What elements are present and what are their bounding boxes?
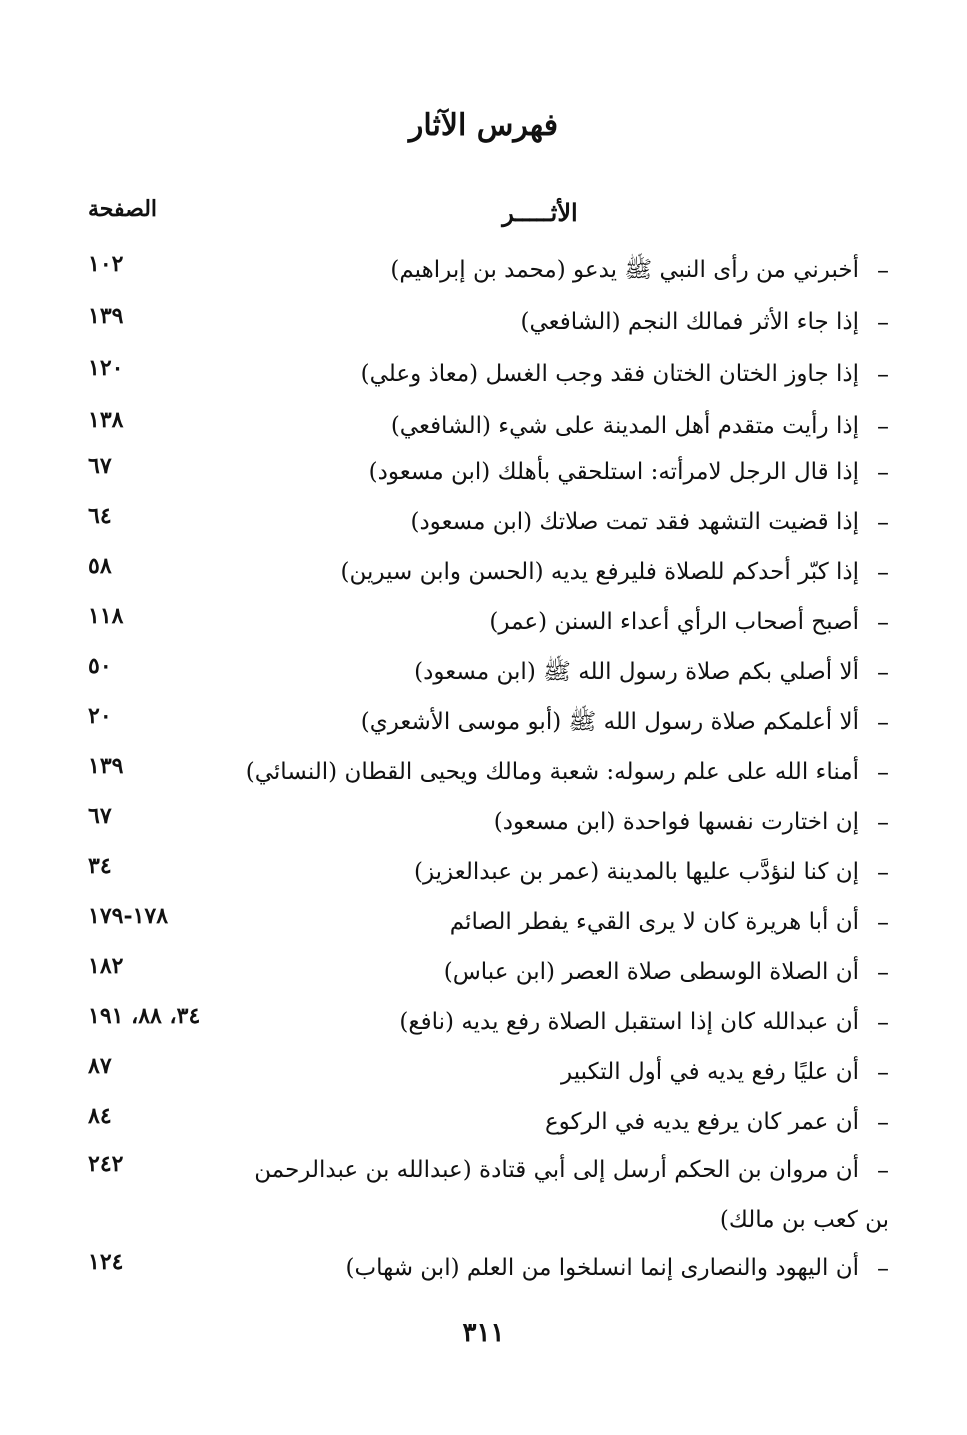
entry-text: أن عبدالله كان إذا استقبل الصلاة رفع يديه (نافع) xyxy=(399,1009,859,1035)
entry-text: أن اليهود والنصارى إنما انسلخوا من العلم (ابن شهاب) xyxy=(345,1255,859,1281)
entry-text: إذا قضيت التشهد فقد تمت صلاتك (ابن مسعود) xyxy=(410,509,859,535)
entry-text: ألا أعلمكم صلاة رسول الله ﷺ (أبو موسى الأشعري) xyxy=(360,709,859,735)
entry-text: إن اختارت نفسها فواحدة (ابن مسعود) xyxy=(493,809,859,835)
entry-text: أخبرني من رأى النبي ﷺ يدعو (محمد بن إبراهيم) xyxy=(390,257,859,283)
entry-page: ١٢٤ xyxy=(88,1249,124,1275)
entry-continuation: بن كعب بن مالك) xyxy=(719,1207,889,1233)
column-header-page: الصفحة xyxy=(88,196,158,222)
entry-dash: – xyxy=(877,308,889,336)
entry-dash: – xyxy=(877,360,889,388)
entry-dash: – xyxy=(877,458,889,486)
page-number: ٣١١ xyxy=(462,1318,505,1348)
index-entry xyxy=(0,355,967,410)
entry-text: أن عليًا رفع يديه في أول التكبير xyxy=(561,1059,859,1085)
entry-page: ١٣٩ xyxy=(88,753,124,779)
entry-page: ٨٧ xyxy=(88,1053,112,1079)
index-entry xyxy=(0,251,967,306)
entry-page: ٦٧ xyxy=(88,453,112,479)
entry-dash: – xyxy=(877,958,889,986)
entry-page: ١٣٩ xyxy=(88,303,124,329)
entry-page: ٢٠ xyxy=(88,703,112,729)
entry-page: ١١٨ xyxy=(88,603,124,629)
entry-text: أن مروان بن الحكم أرسل إلى أبي قتادة (عبدالله بن عبدالرحمن xyxy=(254,1157,859,1183)
entry-text: أن عمر كان يرفع يديه في الركوع xyxy=(544,1109,859,1135)
entry-text: أمناء الله على علم رسوله: شعبة ومالك ويحيى القطان (النسائي) xyxy=(245,759,859,785)
entry-page: ٥٨ xyxy=(88,553,112,579)
entry-page: ١٠٢ xyxy=(88,251,124,277)
entry-page: ٢٤٢ xyxy=(88,1151,124,1177)
entry-text: أن الصلاة الوسطى صلاة العصر (ابن عباس) xyxy=(443,959,859,985)
entry-text: إذا قال الرجل لامرأته: استلحقي بأهلك (ابن مسعود) xyxy=(368,459,859,485)
entry-dash: – xyxy=(877,808,889,836)
entry-dash: – xyxy=(877,558,889,586)
entry-page: ٦٤ xyxy=(88,503,112,529)
index-entry xyxy=(0,1151,967,1206)
page-title: فهرس الآثار xyxy=(408,108,559,143)
entry-dash: – xyxy=(877,658,889,686)
index-entry xyxy=(0,303,967,358)
entry-page: ٨٤ xyxy=(88,1103,112,1129)
entry-dash: – xyxy=(877,412,889,440)
entry-dash: – xyxy=(877,1058,889,1086)
entry-text: إذا جاء الأثر فمالك النجم (الشافعي) xyxy=(520,309,859,335)
entry-page: ١٧٨-١٧٩ xyxy=(88,903,169,929)
entry-text: إن كنا لنؤدَّب عليها بالمدينة (عمر بن عبدالعزيز) xyxy=(413,859,859,885)
entry-text: إذا رأيت متقدم أهل المدينة على شيء (الشافعي) xyxy=(390,413,859,439)
entry-page: ٣٤، ٨٨، ١٩١ xyxy=(88,1003,201,1029)
entry-page: ١٢٠ xyxy=(88,355,124,381)
entry-dash: – xyxy=(877,1108,889,1136)
entry-page: ١٨٢ xyxy=(88,953,124,979)
entry-dash: – xyxy=(877,256,889,284)
entry-dash: – xyxy=(877,908,889,936)
entry-page: ٥٠ xyxy=(88,653,112,679)
entry-page: ٣٤ xyxy=(88,853,112,879)
entry-text: أن أبا هريرة كان لا يرى القيء يفطر الصائم xyxy=(449,909,859,935)
index-entry xyxy=(0,1249,967,1304)
entry-text: إذا كبّر أحدكم للصلاة فليرفع يديه (الحسن وابن سيرين) xyxy=(340,559,859,585)
entry-text: أصبح أصحاب الرأي أعداء السنن (عمر) xyxy=(489,609,859,635)
entry-dash: – xyxy=(877,1008,889,1036)
entry-text: إذا جاوز الختان الختان فقد وجب الغسل (معاذ وعلي) xyxy=(360,361,859,387)
column-header-athar: الأثـــــر xyxy=(502,198,578,227)
entry-dash: – xyxy=(877,708,889,736)
entry-dash: – xyxy=(877,1254,889,1282)
entry-dash: – xyxy=(877,608,889,636)
entry-dash: – xyxy=(877,1156,889,1184)
entry-text: ألا أصلي بكم صلاة رسول الله ﷺ (ابن مسعود) xyxy=(414,659,859,685)
entry-page: ٦٧ xyxy=(88,803,112,829)
entry-page: ١٣٨ xyxy=(88,407,124,433)
entry-dash: – xyxy=(877,858,889,886)
entry-dash: – xyxy=(877,758,889,786)
entry-dash: – xyxy=(877,508,889,536)
